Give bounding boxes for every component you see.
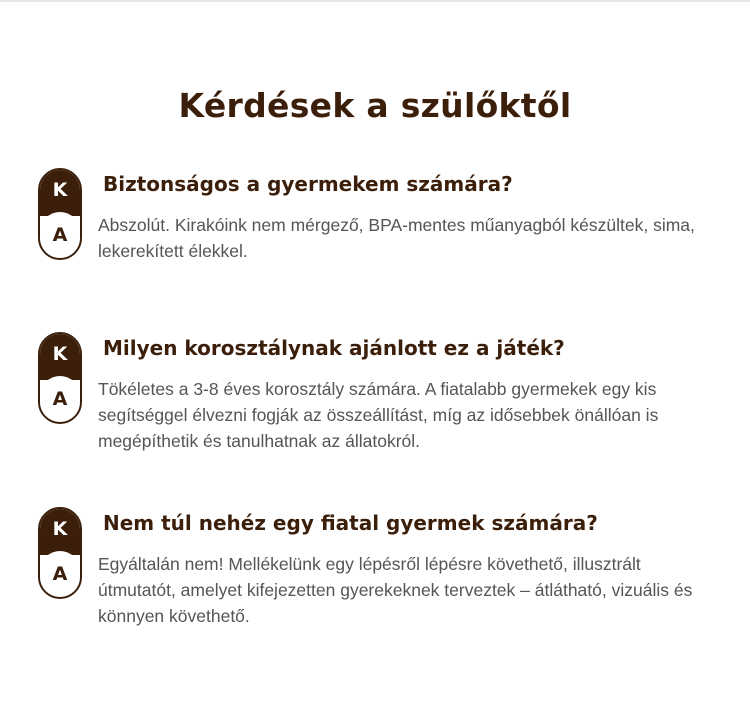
faq-question: Biztonságos a gyermekem számára? [103,172,513,196]
faq-answer: Tökéletes a 3-8 éves korosztály számára. A fiatalabb gyermekek egy kis segítséggel élvezni fogják az összeállítást, míg az idősebbek önállóan is megépíthetik és tanulhatnak az állatokról. [98,379,659,451]
page-title: Kérdések a szülőktől [178,86,572,125]
qa-badge [38,507,82,599]
faq-answer: Egyáltalán nem! Mellékelünk egy lépésről lépésre követhető, illusztrált útmutatót, amelyet kifejezetten gyerekeknek terveztek – átlátható, vizuális és könnyen követhető. [98,554,693,626]
answer-letter: A [40,376,80,422]
question-letter: K [40,170,80,216]
qa-badge [38,168,82,260]
qa-badge [38,332,82,424]
question-letter: K [40,334,80,380]
answer-letter: A [40,551,80,597]
answer-letter: A [40,212,80,258]
faq-question: Milyen korosztálynak ajánlott ez a játék? [103,336,565,360]
question-letter: K [40,509,80,555]
faq-question: Nem túl nehéz egy fiatal gyermek számára? [103,511,598,535]
faq-answer: Abszolút. Kirakóink nem mérgező, BPA-mentes műanyagból készültek, sima, lekerekített élekkel. [98,215,695,261]
top-divider [0,0,750,2]
